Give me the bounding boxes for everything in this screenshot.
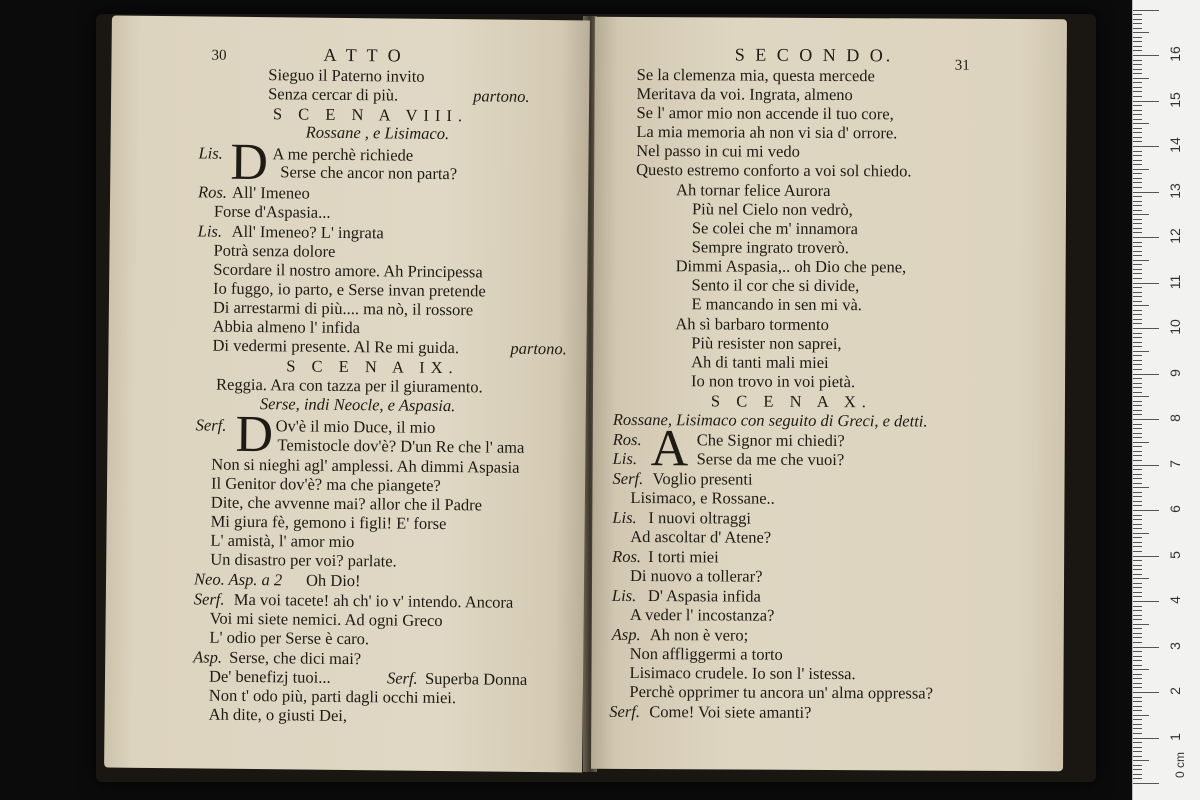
- ruler-tick: [1133, 146, 1159, 147]
- ruler-tick: [1133, 205, 1142, 206]
- ruler-tick: [1133, 733, 1142, 734]
- ruler-tick: [1133, 410, 1142, 411]
- scene-heading: S C E N A IX.: [286, 356, 459, 378]
- left-page: [104, 16, 590, 773]
- page-number: 30: [211, 47, 227, 64]
- ruler-tick: [1133, 574, 1142, 575]
- text-line: Serse che ancor non parta?: [280, 162, 458, 184]
- ruler-tick: [1133, 355, 1142, 356]
- ruler-tick: [1133, 455, 1142, 456]
- text-line: Temistocle dov'è? D'un Re che l' ama: [277, 435, 525, 457]
- aria-line: Ah tornar felice Aurora: [676, 180, 831, 201]
- ruler-tick: [1133, 273, 1142, 274]
- text-line: Lisimaco crudele. Io son l' istessa.: [629, 662, 856, 684]
- text-line: Scordare il nostro amore. Ah Principessa: [213, 259, 483, 282]
- ruler-tick: [1133, 264, 1142, 265]
- speaker: Lis.: [197, 221, 223, 241]
- ruler-tick: [1133, 123, 1149, 124]
- ruler-tick: [1133, 424, 1142, 425]
- ruler-tick: [1133, 392, 1142, 393]
- aria-line: Sempre ingrato troverò.: [691, 237, 849, 258]
- ruler-tick: [1133, 474, 1142, 475]
- ruler-tick: [1133, 460, 1142, 461]
- text-line: Serse, che dici mai?: [229, 647, 362, 669]
- ruler-tick: [1133, 387, 1142, 388]
- ruler-tick: [1133, 369, 1142, 370]
- ruler-tick: [1133, 219, 1142, 220]
- ruler-tick: [1133, 724, 1142, 725]
- ruler-tick: [1133, 169, 1149, 170]
- ruler-number: 5: [1167, 550, 1183, 559]
- text-line: Nel passo in cui mi vedo: [636, 140, 800, 161]
- ruler-tick: [1133, 364, 1142, 365]
- ruler-tick: [1133, 651, 1142, 652]
- ruler-tick: [1133, 260, 1149, 261]
- ruler-tick: [1133, 214, 1149, 215]
- text-line: Il Genitor dov'è? ma che piangete?: [210, 473, 441, 495]
- aria-line: Sento il cor che si divide,: [691, 275, 860, 296]
- ruler-tick: [1133, 537, 1142, 538]
- ruler-tick: [1133, 292, 1142, 293]
- ruler-tick: [1133, 333, 1142, 334]
- ruler-tick: [1133, 46, 1142, 47]
- ruler-tick: [1133, 419, 1159, 420]
- ruler-tick: [1133, 619, 1142, 620]
- ruler-tick: [1133, 396, 1149, 397]
- ruler-tick: [1133, 656, 1142, 657]
- ruler-tick: [1133, 765, 1142, 766]
- ruler-tick: [1133, 114, 1142, 115]
- text-line: Abbia almeno l' infida: [212, 316, 361, 338]
- ruler-tick: [1133, 96, 1142, 97]
- text-line: All' Imeneo: [232, 182, 310, 203]
- running-head: S E C O N D O.: [734, 44, 894, 66]
- ruler-number: 2: [1167, 687, 1183, 695]
- ruler-tick: [1133, 437, 1142, 438]
- ruler-tick: [1133, 428, 1142, 429]
- speaker: Asp.: [611, 624, 641, 645]
- ruler-tick: [1133, 624, 1149, 625]
- ruler-tick: [1133, 501, 1142, 502]
- ruler-tick: [1133, 446, 1142, 447]
- measuring-ruler: [1132, 0, 1200, 800]
- text-line: I nuovi oltraggi: [648, 508, 752, 528]
- text-line: De' benefizj tuoi...: [208, 666, 331, 687]
- ruler-tick: [1133, 528, 1142, 529]
- ruler-tick: [1133, 710, 1142, 711]
- text-line: L' odio per Serse è caro.: [209, 627, 370, 649]
- ruler-tick: [1133, 210, 1142, 211]
- ruler-tick: [1133, 19, 1142, 20]
- text-line: Lisimaco, e Rossane..: [630, 487, 775, 508]
- ruler-tick: [1133, 560, 1142, 561]
- ruler-tick: [1133, 433, 1142, 434]
- text-line: La mia memoria ah non vi sia d' orrore.: [636, 121, 898, 143]
- ruler-number: 16: [1167, 46, 1183, 62]
- speaker: Lis.: [198, 143, 223, 163]
- text-line: Mi giura fè, gemono i figli! E' forse: [210, 511, 447, 534]
- text-line: I torti miei: [648, 547, 719, 567]
- ruler-tick: [1133, 524, 1142, 525]
- ruler-tick: [1133, 196, 1142, 197]
- ruler-tick: [1133, 683, 1142, 684]
- text-line: Non si nieghi agl' amplessi. Ah dimmi Aspasia: [211, 454, 520, 477]
- page-number: 31: [954, 57, 970, 74]
- ruler-tick: [1133, 483, 1142, 484]
- text-line: Dite, che avvenne mai? allor che il Padre: [210, 492, 483, 515]
- ruler-tick: [1133, 73, 1142, 74]
- text-line: Oh Dio!: [305, 570, 361, 591]
- ruler-tick: [1133, 769, 1142, 770]
- ruler-tick: [1133, 578, 1149, 579]
- ruler-tick: [1133, 246, 1142, 247]
- aria-line: Ah sì barbaro tormento: [675, 314, 829, 334]
- text-line: D' Aspasia infida: [647, 586, 761, 606]
- ruler-number: 13: [1167, 182, 1183, 199]
- ruler-tick: [1133, 478, 1142, 479]
- ruler-tick: [1133, 55, 1159, 56]
- ruler-tick: [1133, 128, 1142, 129]
- aria-line: Ah di tanti mali miei: [691, 352, 829, 372]
- ruler-tick: [1133, 360, 1142, 361]
- ruler-tick: [1133, 496, 1142, 497]
- text-line: Questo estremo conforto a voi sol chiedo.: [636, 159, 912, 181]
- speaker: Ros.: [612, 429, 642, 450]
- text-line: Potrà senza dolore: [213, 240, 336, 261]
- text-line: Sieguo il Paterno invito: [268, 65, 425, 86]
- text-line: Meritava da voi. Ingrata, almeno: [636, 83, 853, 105]
- text-line: Non t' odo più, parti dagli occhi miei.: [208, 685, 457, 708]
- ruler-tick: [1133, 542, 1142, 543]
- ruler-tick: [1133, 251, 1142, 252]
- right-page: [591, 17, 1067, 771]
- ruler-tick: [1133, 28, 1142, 29]
- ruler-tick: [1133, 669, 1149, 670]
- ruler-tick: [1133, 697, 1142, 698]
- ruler-tick: [1133, 706, 1142, 707]
- ruler-tick: [1133, 151, 1142, 152]
- ruler-tick: [1133, 173, 1142, 174]
- text-line: Voglio presenti: [652, 469, 753, 489]
- ruler-tick: [1133, 546, 1142, 547]
- ruler-tick: [1133, 678, 1142, 679]
- ruler-tick: [1133, 715, 1149, 716]
- text-line: L' amistà, l' amor mio: [210, 530, 355, 552]
- ruler-tick: [1133, 692, 1159, 693]
- text-line: Io fuggo, io parto, e Serse invan pretende: [213, 278, 486, 301]
- ruler-tick: [1133, 592, 1142, 593]
- ruler-number: 14: [1167, 137, 1183, 153]
- text-line: Di arrestarmi di più.... ma nò, il rossore: [212, 297, 474, 320]
- ruler-tick: [1133, 64, 1142, 65]
- text-line: Che Signor mi chiedi?: [696, 430, 845, 451]
- ruler-tick: [1133, 465, 1159, 466]
- ruler-tick: [1133, 442, 1149, 443]
- speaker: Ros.: [612, 546, 642, 567]
- ruler-tick: [1133, 751, 1142, 752]
- ruler-tick: [1133, 137, 1142, 138]
- ruler-tick: [1133, 747, 1142, 748]
- ruler-tick: [1133, 119, 1142, 120]
- ruler-tick: [1133, 255, 1142, 256]
- ruler-tick: [1133, 378, 1142, 379]
- ruler-tick: [1133, 242, 1142, 243]
- ruler-tick: [1133, 160, 1142, 161]
- ruler-number: 4: [1167, 596, 1183, 604]
- text-line: Voi mi siete nemici. Ad ogni Greco: [209, 608, 443, 631]
- ruler-tick: [1133, 633, 1142, 634]
- ruler-number: 3: [1167, 641, 1183, 650]
- ruler-tick: [1133, 719, 1142, 720]
- ruler-tick: [1133, 105, 1142, 106]
- ruler-tick: [1133, 642, 1142, 643]
- text-line: A me perchè richiede: [272, 144, 414, 165]
- text-line: Non affliggermi a torto: [629, 643, 783, 664]
- ruler-tick: [1133, 178, 1142, 179]
- text-line: Serse da me che vuoi?: [696, 449, 845, 470]
- ruler-tick: [1133, 232, 1142, 233]
- text-line: Se l' amor mio non accende il tuo core,: [636, 102, 894, 124]
- ruler-tick: [1133, 606, 1142, 607]
- characters-line: Rossane , e Lisimaco.: [305, 122, 450, 144]
- text-line: Ov'è il mio Duce, il mio: [275, 416, 436, 437]
- ruler-tick: [1133, 164, 1142, 165]
- ruler-tick: [1133, 728, 1142, 729]
- ruler-tick: [1133, 346, 1142, 347]
- ruler-tick: [1133, 701, 1142, 702]
- ruler-tick: [1133, 469, 1142, 470]
- ruler-tick: [1133, 587, 1142, 588]
- ruler-tick: [1133, 192, 1159, 193]
- ruler-tick: [1133, 10, 1159, 11]
- speaker: Serf.: [612, 468, 644, 489]
- ruler-tick: [1133, 37, 1142, 38]
- text-line: Come! Voi siete amanti?: [649, 702, 812, 722]
- ruler-tick: [1133, 660, 1142, 661]
- ruler-tick: [1133, 187, 1142, 188]
- text-line: Senza cercar di più.: [268, 84, 399, 105]
- ruler-tick: [1133, 337, 1142, 338]
- ruler-tick: [1133, 551, 1142, 552]
- ruler-tick: [1133, 515, 1142, 516]
- drop-cap: D: [230, 133, 269, 192]
- text-line: Forse d'Aspasia...: [213, 201, 331, 222]
- ruler-tick: [1133, 756, 1142, 757]
- ruler-tick: [1133, 615, 1142, 616]
- ruler-tick: [1133, 91, 1142, 92]
- ruler-tick: [1133, 374, 1159, 375]
- ruler-number: 15: [1167, 91, 1183, 108]
- ruler-tick: [1133, 87, 1142, 88]
- ruler-tick: [1133, 310, 1142, 311]
- speaker: Lis.: [612, 507, 637, 527]
- aria-line: Più nel Cielo non vedrò,: [691, 199, 853, 220]
- speaker: Serf.: [386, 668, 418, 688]
- ruler-tick: [1133, 351, 1149, 352]
- ruler-tick: [1133, 342, 1142, 343]
- text-line: Ma voi tacete! ah ch' io v' intendo. Ancora: [233, 589, 514, 612]
- ruler-tick: [1133, 69, 1142, 70]
- ruler-tick: [1133, 110, 1142, 111]
- ruler-tick: [1133, 674, 1142, 675]
- scene-heading: S C E N A VIII.: [272, 104, 469, 126]
- ruler-tick: [1133, 41, 1142, 42]
- text-line: A veder l' incostanza?: [629, 604, 775, 625]
- ruler-number: 9: [1167, 368, 1183, 377]
- ruler-tick: [1133, 319, 1142, 320]
- ruler-tick: [1133, 492, 1142, 493]
- ruler-tick: [1133, 23, 1142, 24]
- speaker: Neo. Asp. a 2: [193, 569, 283, 590]
- aria-line: Io non trovo in voi pietà.: [691, 371, 856, 392]
- aria-line: Più resister non saprei,: [691, 333, 842, 354]
- ruler-tick: [1133, 414, 1142, 415]
- aria-line: Dimmi Aspasia,.. oh Dio che pene,: [675, 256, 907, 277]
- scene-heading: S C E N A X.: [710, 391, 872, 412]
- text-line: All' Imeneo? L' ingrata: [231, 221, 384, 243]
- ruler-tick: [1133, 533, 1149, 534]
- ruler-tick: [1133, 401, 1142, 402]
- ruler-tick: [1133, 82, 1142, 83]
- characters-line: Serse, indi Neocle, e Aspasia.: [259, 394, 456, 416]
- ruler-tick: [1133, 269, 1142, 270]
- ruler-number: 12: [1167, 228, 1183, 244]
- ruler-tick: [1133, 328, 1159, 329]
- ruler-tick: [1133, 687, 1142, 688]
- speaker: Asp.: [193, 647, 223, 667]
- ruler-tick: [1133, 278, 1142, 279]
- ruler-tick: [1133, 314, 1142, 315]
- ruler-tick: [1133, 287, 1142, 288]
- ruler-tick: [1133, 32, 1149, 33]
- ruler-number: 8: [1167, 414, 1183, 422]
- ruler-tick: [1133, 14, 1142, 15]
- ruler-tick: [1133, 383, 1142, 384]
- ruler-tick: [1133, 237, 1159, 238]
- ruler-tick: [1133, 760, 1149, 761]
- ruler-tick: [1133, 738, 1159, 739]
- text-line: Ah dite, o giusti Dei,: [208, 704, 348, 726]
- ruler-tick: [1133, 305, 1149, 306]
- ruler-tick: [1133, 596, 1142, 597]
- ruler-tick: [1133, 405, 1142, 406]
- ruler-tick: [1133, 778, 1142, 779]
- aria-line: Se colei che m' innamora: [691, 218, 859, 239]
- ruler-tick: [1133, 505, 1142, 506]
- ruler-tick: [1133, 101, 1159, 102]
- ruler-tick: [1133, 283, 1159, 284]
- text-line: Perchè opprimer tu ancora un' alma oppressa?: [629, 681, 934, 703]
- speaker: Lis.: [611, 585, 637, 605]
- ruler-tick: [1133, 182, 1142, 183]
- ruler-number: 7: [1167, 459, 1183, 468]
- setting-line: Reggia. Ara con tazza per il giuramento.: [215, 374, 483, 397]
- speaker: Serf.: [193, 589, 225, 609]
- ruler-tick: [1133, 487, 1149, 488]
- ruler-tick: [1133, 132, 1142, 133]
- ruler-number: 6: [1167, 505, 1183, 513]
- speaker: Serf.: [609, 701, 641, 722]
- ruler-tick: [1133, 519, 1142, 520]
- ruler-tick: [1133, 296, 1142, 297]
- ruler-tick: [1133, 201, 1142, 202]
- ruler-tick: [1133, 665, 1142, 666]
- ruler-tick: [1133, 141, 1142, 142]
- ruler-number: 11: [1167, 274, 1183, 289]
- ruler-tick: [1133, 451, 1142, 452]
- ruler-tick: [1133, 637, 1142, 638]
- ruler-number: 10: [1167, 319, 1183, 335]
- ruler-tick: [1133, 569, 1142, 570]
- aria-line: E mancando in sen mi và.: [691, 294, 862, 315]
- ruler-tick: [1133, 647, 1159, 648]
- ruler-tick: [1133, 628, 1142, 629]
- text-line: Se la clemenza mia, questa mercede: [636, 64, 875, 86]
- ruler-tick: [1133, 223, 1142, 224]
- ruler-tick: [1133, 565, 1142, 566]
- text-line: Di nuovo a tollerar?: [629, 565, 763, 586]
- speaker: Ros.: [198, 182, 228, 202]
- ruler-tick: [1133, 742, 1142, 743]
- text-line: Ad ascoltar d' Atene?: [630, 526, 772, 547]
- drop-cap: A: [650, 420, 689, 478]
- running-head: A T T O: [323, 44, 404, 66]
- ruler-tick: [1133, 601, 1159, 602]
- stage-direction: partono.: [510, 338, 567, 359]
- text-line: Ah non è vero;: [649, 625, 749, 645]
- ruler-tick: [1133, 228, 1142, 229]
- text-line: Superba Donna: [424, 668, 528, 689]
- ruler-tick: [1133, 556, 1159, 557]
- stage-direction: partono.: [473, 86, 530, 106]
- text-line: Di vedermi presente. Al Re mi guida.: [212, 335, 460, 358]
- text-line: Un disastro per voi? parlate.: [210, 549, 397, 571]
- ruler-tick: [1133, 60, 1142, 61]
- ruler-tick: [1133, 610, 1142, 611]
- drop-cap: D: [235, 405, 274, 464]
- ruler-tick: [1133, 323, 1142, 324]
- ruler-tick: [1133, 583, 1142, 584]
- ruler-tick: [1133, 78, 1149, 79]
- ruler-tick: [1133, 155, 1142, 156]
- characters-line: Rossane, Lisimaco con seguito di Greci, e detti.: [612, 409, 928, 431]
- ruler-unit-label: 0 cm: [1173, 751, 1188, 779]
- ruler-tick: [1133, 774, 1142, 775]
- speaker: Serf.: [195, 415, 227, 435]
- speaker: Lis.: [612, 448, 638, 468]
- ruler-tick: [1133, 510, 1159, 511]
- ruler-tick: [1133, 301, 1142, 302]
- ruler-tick: [1133, 783, 1159, 784]
- ruler-tick: [1133, 50, 1142, 51]
- ruler-number: 1: [1167, 732, 1183, 741]
